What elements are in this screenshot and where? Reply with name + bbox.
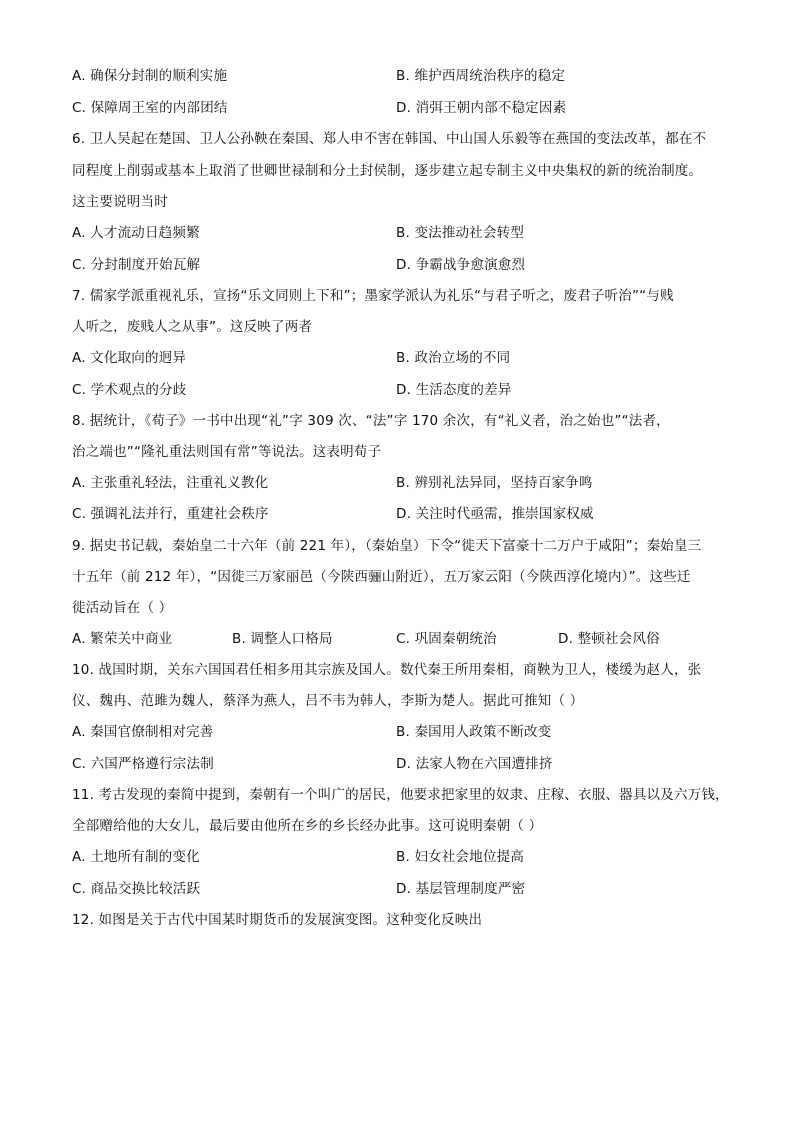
q10-option-d: D. 法家人物在六国遭排挤 xyxy=(396,756,553,772)
q10-option-a: A. 秦国官僚制相对完善 xyxy=(72,724,214,740)
question-6-line-1: 6. 卫人吴起在楚国、卫人公孙鞅在秦国、郑人申不害在韩国、中山国人乐毅等在燕国的变法改革，都在不 xyxy=(72,131,707,147)
question-7-line-1: 7. 儒家学派重视礼乐，宣扬“乐文同则上下和”；墨家学派认为礼乐“与君子听之，废君子听治”“与贱 xyxy=(72,288,674,304)
question-10-line-1: 10. 战国时期，关东六国国君任相多用其宗族及国人。数代秦王所用秦相，商鞅为卫人，楼缓为赵人，张 xyxy=(72,662,702,678)
option-b: B. 维护西周统治秩序的稳定 xyxy=(396,68,566,84)
q8-option-b: B. 辨别礼法异同，坚持百家争鸣 xyxy=(396,475,593,491)
q11-option-a: A. 土地所有制的变化 xyxy=(72,849,200,865)
q6-option-a: A. 人才流动日趋频繁 xyxy=(72,225,200,241)
q9-options-row xyxy=(72,629,732,649)
q10-option-c: C. 六国严格遵行宗法制 xyxy=(72,756,214,772)
question-9-line-2: 十五年（前 212 年），“因徙三万家丽邑（今陕西骊山附近），五万家云阳（今陕西淳化境内）”。这些迁 xyxy=(72,569,691,585)
q8-option-d: D. 关注时代亟需，推崇国家权威 xyxy=(396,506,594,522)
question-8-line-2: 治之端也”“隆礼重法则国有常”等说法。这表明荀子 xyxy=(72,444,382,460)
option-c: C. 保障周王室的内部团结 xyxy=(72,100,228,116)
q9-option-c: C. 巩固秦朝统治 xyxy=(396,631,497,647)
q11-option-d: D. 基层管理制度严密 xyxy=(396,881,526,897)
q6-option-d: D. 争霸战争愈演愈烈 xyxy=(396,257,526,273)
q7-option-a: A. 文化取向的迥异 xyxy=(72,350,187,366)
q9-option-a: A. 繁荣关中商业 xyxy=(72,631,173,647)
q6-option-b: B. 变法推动社会转型 xyxy=(396,225,525,241)
question-12-line-1: 12. 如图是关于古代中国某时期货币的发展演变图。这种变化反映出 xyxy=(72,912,483,928)
question-10-line-2: 仪、魏冉、范雎为魏人，蔡泽为燕人，吕不韦为韩人，李斯为楚人。据此可推知（ ） xyxy=(72,693,584,709)
question-11-line-2: 全部赠给他的大女儿，最后要由他所在乡的乡长经办此事。这可说明秦朝（ ） xyxy=(72,818,543,834)
option-d: D. 消弭王朝内部不稳定因素 xyxy=(396,100,567,116)
q9-option-b: B. 调整人口格局 xyxy=(232,631,333,647)
q11-option-c: C. 商品交换比较活跃 xyxy=(72,881,201,897)
q7-option-d: D. 生活态度的差异 xyxy=(396,382,512,398)
q8-option-c: C. 强调礼法并行，重建社会秩序 xyxy=(72,506,269,522)
q8-option-a: A. 主张重礼轻法，注重礼义教化 xyxy=(72,475,269,491)
question-8-line-1: 8. 据统计，《荀子》一书中出现“礼”字 309 次、“法”字 170 余次，有“礼义者，治之始也”“法者， xyxy=(72,413,670,429)
question-9-line-3: 徙活动旨在（ ） xyxy=(72,600,173,616)
option-a: A. 确保分封制的顺利实施 xyxy=(72,68,228,84)
question-6-line-3: 这主要说明当时 xyxy=(72,194,168,210)
q6-option-c: C. 分封制度开始瓦解 xyxy=(72,257,201,273)
q7-option-c: C. 学术观点的分歧 xyxy=(72,382,187,398)
q7-option-b: B. 政治立场的不同 xyxy=(396,350,511,366)
question-6-line-2: 同程度上削弱或基本上取消了世卿世禄制和分土封侯制，逐步建立起专制主义中央集权的新的统治制度。 xyxy=(72,163,703,179)
q11-option-b: B. 妇女社会地位提高 xyxy=(396,849,525,865)
q10-option-b: B. 秦国用人政策不断改变 xyxy=(396,724,552,740)
question-11-line-1: 11. 考古发现的秦简中提到，秦朝有一个叫广的居民，他要求把家里的奴隶、庄稼、衣服、器具以及六万钱， xyxy=(72,787,729,803)
q9-option-d: D. 整顿社会风俗 xyxy=(558,631,660,647)
question-9-line-1: 9. 据史书记载，秦始皇二十六年（前 221 年），（秦始皇）下令“徙天下富豪十二万户于咸阳”；秦始皇三 xyxy=(72,538,702,554)
question-7-line-2: 人听之，废贱人之从事”。这反映了两者 xyxy=(72,319,313,335)
